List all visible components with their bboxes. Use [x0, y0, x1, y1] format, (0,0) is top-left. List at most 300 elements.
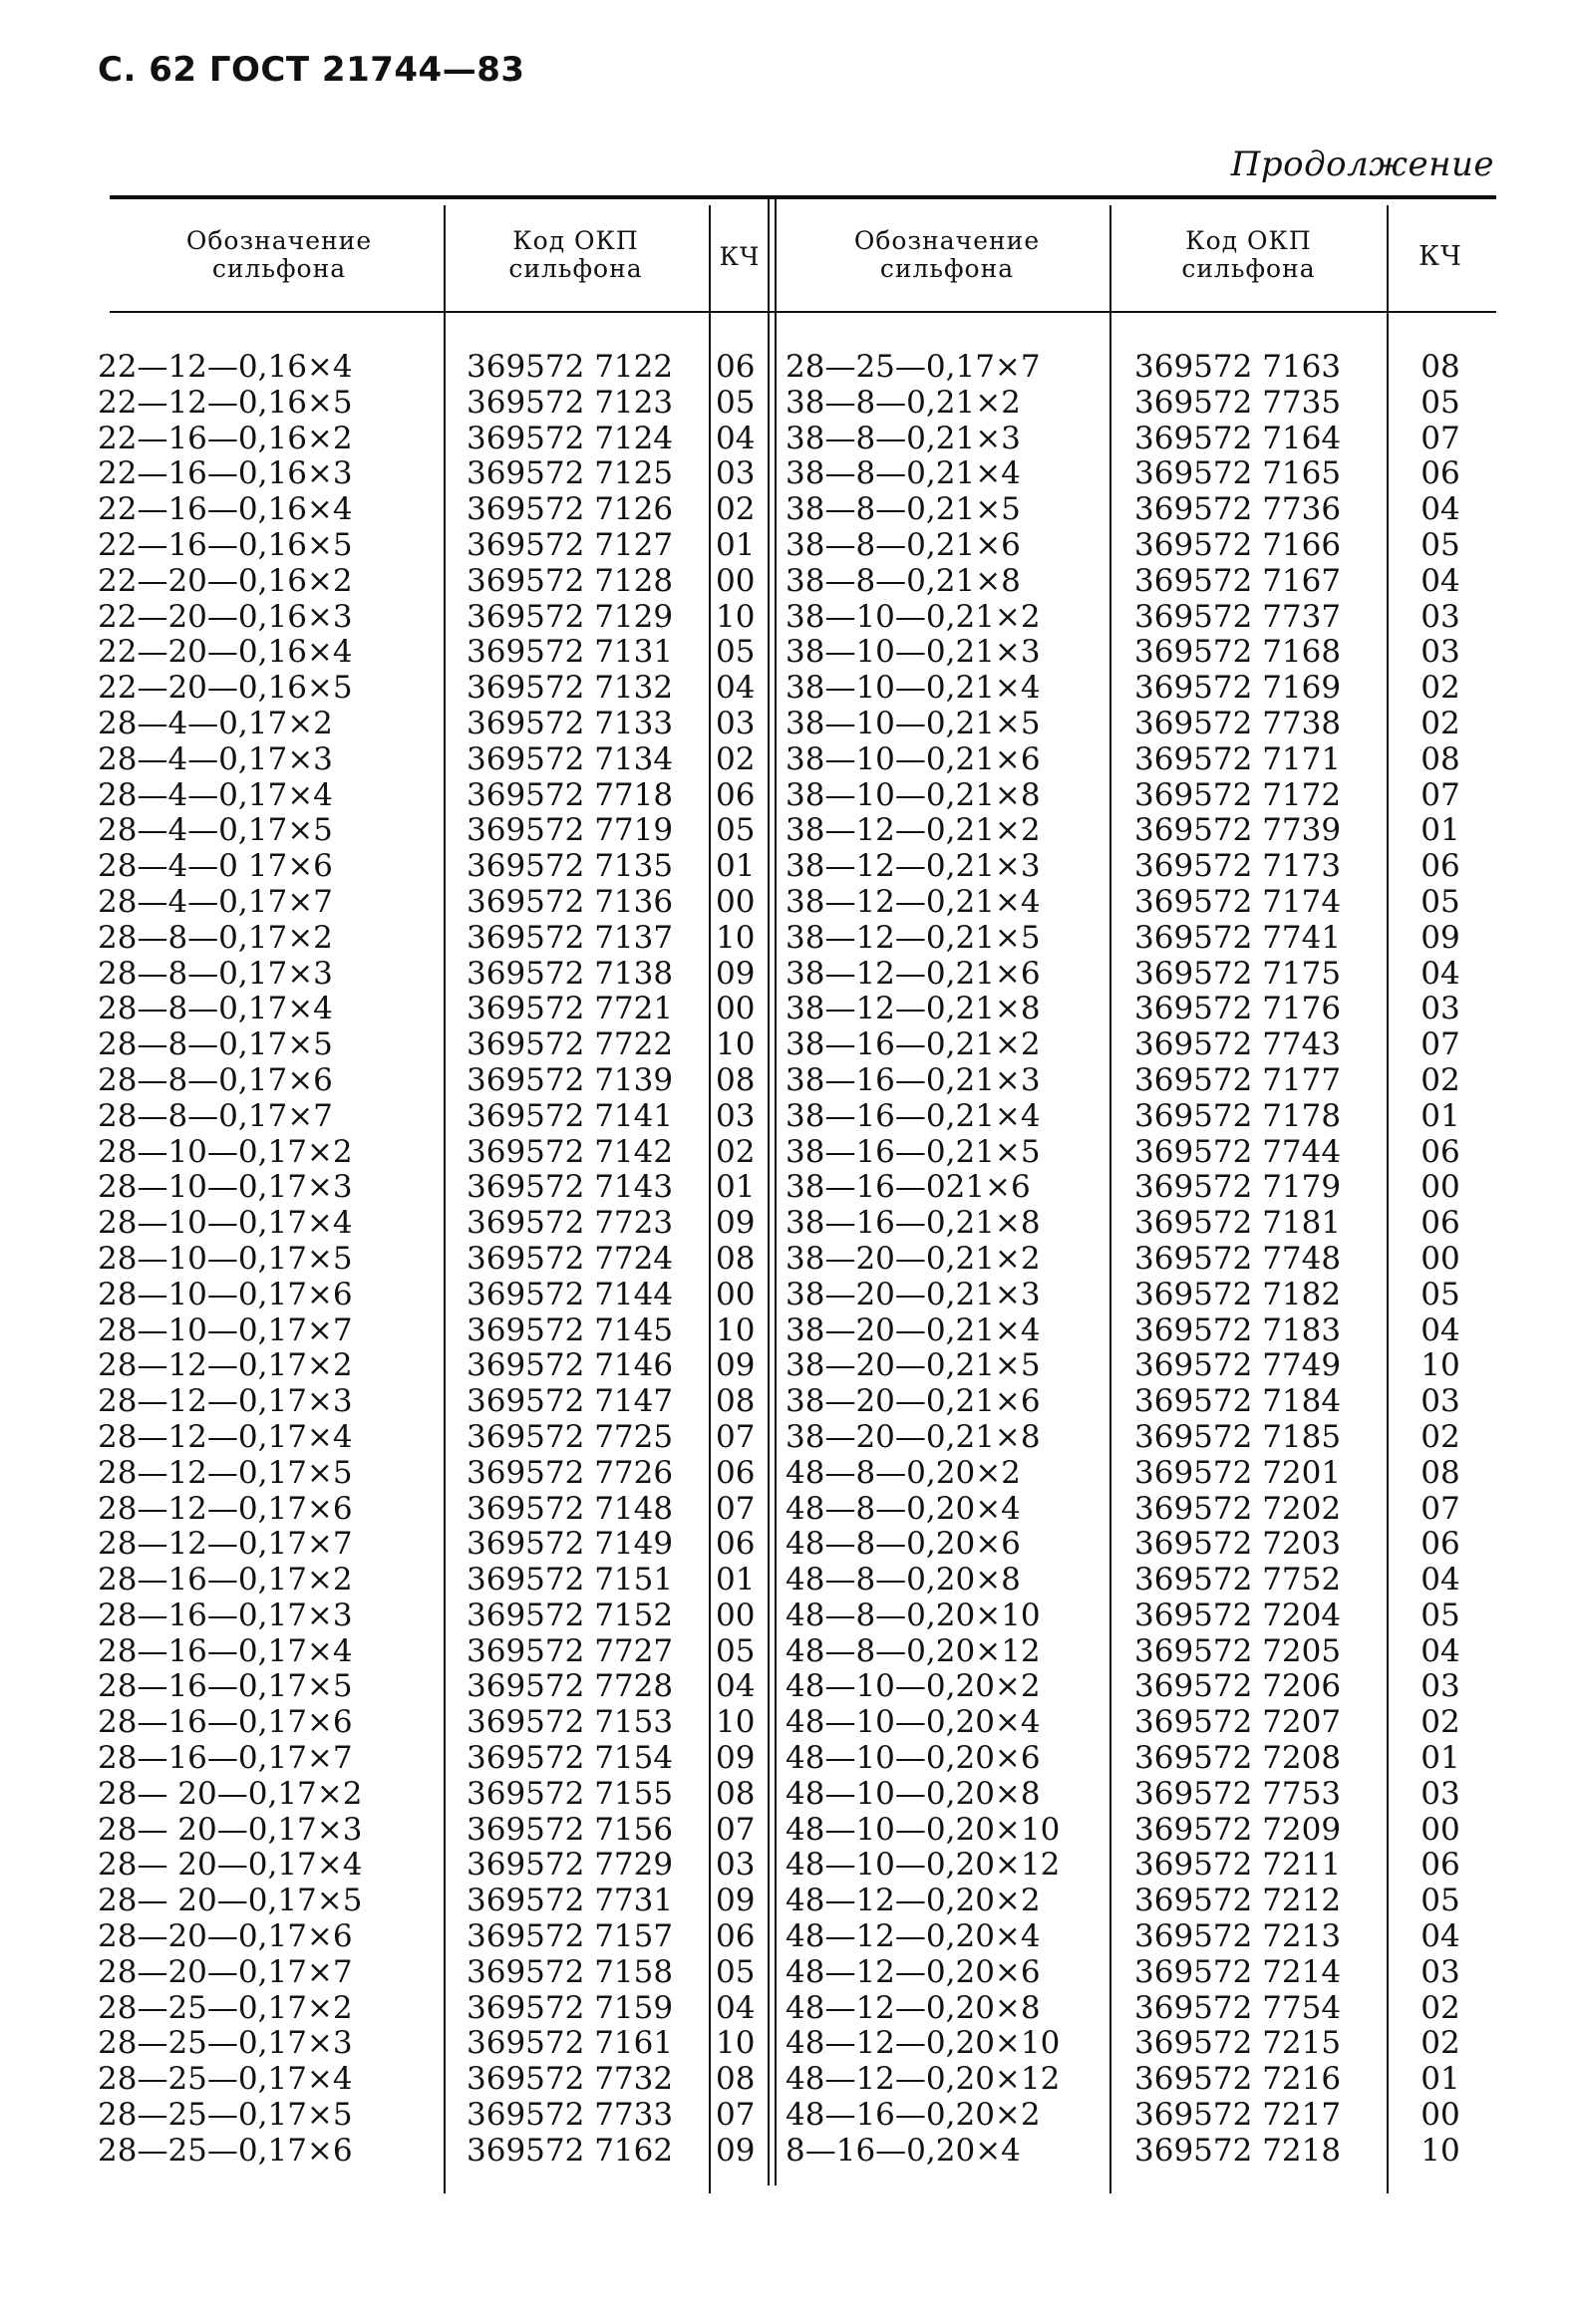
kch-cell: 04: [1420, 1918, 1460, 1955]
code-cell: 369572 7214: [1134, 1953, 1342, 1990]
code-cell: 369572 7727: [467, 1632, 674, 1669]
designation-cell: 38—12—0,21×2: [786, 812, 1041, 849]
designation-cell: 28—16—0,17×3: [98, 1597, 353, 1633]
kch-cell: 05: [716, 812, 756, 849]
designation-cell: 28—16—0,17×2: [98, 1562, 353, 1598]
table-center-divider: [768, 197, 770, 2185]
designation-cell: 38—16—0,21×3: [786, 1061, 1041, 1098]
kch-cell: 02: [1420, 1989, 1460, 2026]
code-cell: 369572 7147: [467, 1383, 674, 1420]
code-cell: 369572 7203: [1134, 1526, 1342, 1563]
kch-cell: 06: [1420, 1526, 1460, 1563]
code-cell: 369572 7151: [467, 1562, 674, 1598]
code-cell: 369572 7209: [1134, 1811, 1342, 1848]
table-center-divider: [775, 197, 777, 2185]
kch-cell: 10: [716, 1311, 756, 1348]
code-cell: 369572 7183: [1134, 1311, 1342, 1348]
code-cell: 369572 7217: [1134, 2097, 1342, 2134]
kch-cell: 01: [1420, 1097, 1460, 1134]
kch-cell: 01: [1420, 812, 1460, 849]
kch-cell: 06: [1420, 1205, 1460, 1242]
code-cell: 369572 7152: [467, 1597, 674, 1633]
code-cell: 369572 7176: [1134, 991, 1342, 1027]
code-cell: 369572 7753: [1134, 1775, 1342, 1812]
kch-cell: 07: [716, 1490, 756, 1527]
code-cell: 369572 7175: [1134, 955, 1342, 992]
designation-cell: 28—4—0,17×4: [98, 776, 333, 813]
code-cell: 369572 7748: [1134, 1240, 1342, 1277]
kch-cell: 09: [716, 1205, 756, 1242]
code-cell: 369572 7752: [1134, 1562, 1342, 1598]
code-cell: 369572 7723: [467, 1205, 674, 1242]
code-cell: 369572 7142: [467, 1133, 674, 1170]
code-cell: 369572 7153: [467, 1704, 674, 1741]
kch-cell: 05: [1420, 1597, 1460, 1633]
code-cell: 369572 7165: [1134, 455, 1342, 492]
kch-cell: 00: [716, 991, 756, 1027]
designation-cell: 22—20—0,16×4: [98, 634, 353, 671]
designation-cell: 38—20—0,21×6: [786, 1383, 1041, 1420]
designation-cell: 48—12—0,20×4: [786, 1918, 1041, 1955]
designation-cell: 28—12—0,17×6: [98, 1490, 353, 1527]
kch-cell: 03: [1420, 1953, 1460, 1990]
kch-cell: 00: [1420, 1240, 1460, 1277]
code-cell: 369572 7178: [1134, 1097, 1342, 1134]
kch-cell: 02: [1420, 1061, 1460, 1098]
kch-cell: 03: [1420, 634, 1460, 671]
kch-cell: 06: [1420, 1133, 1460, 1170]
kch-cell: 07: [1420, 420, 1460, 456]
designation-cell: 48—8—0,20×6: [786, 1526, 1021, 1563]
code-cell: 369572 7207: [1134, 1704, 1342, 1741]
code-cell: 369572 7145: [467, 1311, 674, 1348]
code-cell: 369572 7174: [1134, 883, 1342, 920]
kch-cell: 00: [716, 1276, 756, 1312]
kch-cell: 00: [716, 562, 756, 599]
kch-cell: 06: [1420, 848, 1460, 885]
code-cell: 369572 7148: [467, 1490, 674, 1527]
code-cell: 369572 7168: [1134, 634, 1342, 671]
designation-cell: 28—10—0,17×5: [98, 1240, 353, 1277]
code-cell: 369572 7167: [1134, 562, 1342, 599]
table-header-rule: [110, 311, 1496, 313]
kch-cell: 00: [1420, 1811, 1460, 1848]
code-cell: 369572 7125: [467, 455, 674, 492]
designation-cell: 28—25—0,17×4: [98, 2061, 353, 2098]
kch-cell: 06: [716, 1918, 756, 1955]
kch-cell: 05: [716, 1632, 756, 1669]
code-cell: 369572 7123: [467, 384, 674, 421]
designation-cell: 28—12—0,17×4: [98, 1418, 353, 1455]
designation-cell: 38—16—021×6: [786, 1169, 1031, 1206]
designation-cell: 28—16—0,17×5: [98, 1668, 353, 1705]
kch-cell: 04: [1420, 1562, 1460, 1598]
kch-cell: 05: [1420, 1276, 1460, 1312]
kch-cell: 09: [716, 955, 756, 992]
kch-cell: 06: [716, 1454, 756, 1491]
code-cell: 369572 7156: [467, 1811, 674, 1848]
code-cell: 369572 7127: [467, 526, 674, 563]
designation-cell: 28—10—0,17×4: [98, 1205, 353, 1242]
designation-cell: 38—10—0,21×3: [786, 634, 1041, 671]
kch-cell: 04: [1420, 562, 1460, 599]
kch-cell: 08: [716, 1240, 756, 1277]
code-cell: 369572 7131: [467, 634, 674, 671]
kch-cell: 10: [716, 598, 756, 635]
designation-cell: 38—8—0,21×2: [786, 384, 1021, 421]
code-cell: 369572 7146: [467, 1347, 674, 1384]
code-cell: 369572 7163: [1134, 349, 1342, 385]
kch-cell: 10: [716, 2025, 756, 2062]
code-cell: 369572 7205: [1134, 1632, 1342, 1669]
code-cell: 369572 7134: [467, 740, 674, 777]
continuation-label: Продолжение: [1230, 145, 1494, 184]
designation-cell: 28—10—0,17×2: [98, 1133, 353, 1170]
designation-cell: 48—8—0,20×4: [786, 1490, 1021, 1527]
code-cell: 369572 7172: [1134, 776, 1342, 813]
kch-cell: 04: [716, 670, 756, 707]
designation-cell: 28—16—0,17×7: [98, 1740, 353, 1777]
kch-cell: 05: [716, 1953, 756, 1990]
column-header-line: Обозначение: [853, 226, 1041, 255]
designation-cell: 48—10—0,20×6: [786, 1740, 1041, 1777]
code-cell: 369572 7132: [467, 670, 674, 707]
code-cell: 369572 7725: [467, 1418, 674, 1455]
code-cell: 369572 7731: [467, 1883, 674, 1919]
code-cell: 369572 7133: [467, 705, 674, 741]
designation-cell: 38—20—0,21×3: [786, 1276, 1041, 1312]
designation-cell: 28—8—0,17×7: [98, 1097, 333, 1134]
designation-cell: 38—20—0,21×4: [786, 1311, 1041, 1348]
kch-cell: 02: [1420, 1418, 1460, 1455]
kch-cell: 05: [1420, 384, 1460, 421]
code-cell: 369572 7204: [1134, 1597, 1342, 1633]
code-cell: 369572 7157: [467, 1918, 674, 1955]
column-divider: [444, 205, 446, 2193]
designation-cell: 48—12—0,20×10: [786, 2025, 1061, 2062]
kch-cell: 08: [1420, 740, 1460, 777]
kch-cell: 06: [716, 776, 756, 813]
kch-cell: 00: [1420, 2097, 1460, 2134]
designation-cell: 28—12—0,17×5: [98, 1454, 353, 1491]
code-cell: 369572 7206: [1134, 1668, 1342, 1705]
column-header-kch: КЧ: [1418, 241, 1462, 272]
code-cell: 369572 7182: [1134, 1276, 1342, 1312]
designation-cell: 28—8—0,17×3: [98, 955, 333, 992]
kch-cell: 09: [716, 1883, 756, 1919]
code-cell: 369572 7722: [467, 1026, 674, 1063]
designation-cell: 28—8—0,17×2: [98, 919, 333, 956]
code-cell: 369572 7122: [467, 349, 674, 385]
designation-cell: 28—12—0,17×2: [98, 1347, 353, 1384]
kch-cell: 03: [1420, 1668, 1460, 1705]
kch-cell: 08: [1420, 1454, 1460, 1491]
designation-cell: 38—20—0,21×2: [786, 1240, 1041, 1277]
kch-cell: 06: [716, 349, 756, 385]
code-cell: 369572 7724: [467, 1240, 674, 1277]
designation-cell: 28—20—0,17×7: [98, 1953, 353, 1990]
code-cell: 369572 7184: [1134, 1383, 1342, 1420]
kch-cell: 05: [716, 634, 756, 671]
kch-cell: 09: [716, 1347, 756, 1384]
code-cell: 369572 7129: [467, 598, 674, 635]
code-cell: 369572 7721: [467, 991, 674, 1027]
code-cell: 369572 7141: [467, 1097, 674, 1134]
kch-cell: 03: [1420, 991, 1460, 1027]
kch-cell: 04: [716, 420, 756, 456]
designation-cell: 38—12—0,21×3: [786, 848, 1041, 885]
kch-cell: 03: [716, 705, 756, 741]
designation-cell: 38—12—0,21×4: [786, 883, 1041, 920]
kch-cell: 04: [1420, 955, 1460, 992]
designation-cell: 38—8—0,21×4: [786, 455, 1021, 492]
code-cell: 369572 7726: [467, 1454, 674, 1491]
code-cell: 369572 7735: [1134, 384, 1342, 421]
kch-cell: 07: [716, 1811, 756, 1848]
kch-cell: 05: [1420, 526, 1460, 563]
designation-cell: 28— 20—0,17×2: [98, 1775, 363, 1812]
kch-cell: 07: [1420, 1026, 1460, 1063]
code-cell: 369572 7169: [1134, 670, 1342, 707]
kch-cell: 05: [716, 384, 756, 421]
kch-cell: 09: [716, 1740, 756, 1777]
designation-cell: 28—25—0,17×5: [98, 2097, 353, 2134]
column-header-designation: [797, 227, 1097, 283]
designation-cell: 28—8—0,17×4: [98, 991, 333, 1027]
kch-cell: 06: [1420, 455, 1460, 492]
designation-cell: 28—20—0,17×6: [98, 1918, 353, 1955]
designation-cell: 28—4—0,17×7: [98, 883, 333, 920]
code-cell: 369572 7149: [467, 1526, 674, 1563]
designation-cell: 28—12—0,17×3: [98, 1383, 353, 1420]
code-cell: 369572 7173: [1134, 848, 1342, 885]
designation-cell: 48—12—0,20×8: [786, 1989, 1041, 2026]
designation-cell: 28—25—0,17×2: [98, 1989, 353, 2026]
code-cell: 369572 7181: [1134, 1205, 1342, 1242]
designation-cell: 38—8—0,21×8: [786, 562, 1021, 599]
column-header-line: сильфона: [508, 254, 643, 283]
kch-cell: 03: [1420, 1775, 1460, 1812]
designation-cell: 38—12—0,21×6: [786, 955, 1041, 992]
kch-cell: 04: [1420, 491, 1460, 528]
designation-cell: 28—4—0 17×6: [98, 848, 333, 885]
kch-cell: 10: [1420, 1347, 1460, 1384]
column-header-line: Обозначение: [185, 226, 373, 255]
kch-cell: 10: [716, 1704, 756, 1741]
designation-cell: 28—16—0,17×6: [98, 1704, 353, 1741]
code-cell: 369572 7136: [467, 883, 674, 920]
kch-cell: 04: [1420, 1632, 1460, 1669]
designation-cell: 38—8—0,21×6: [786, 526, 1021, 563]
code-cell: 369572 7743: [1134, 1026, 1342, 1063]
designation-cell: 28—10—0,17×6: [98, 1276, 353, 1312]
kch-cell: 02: [1420, 1704, 1460, 1741]
code-cell: 369572 7137: [467, 919, 674, 956]
designation-cell: 8—16—0,20×4: [786, 2132, 1021, 2169]
code-cell: 369572 7718: [467, 776, 674, 813]
code-cell: 369572 7215: [1134, 2025, 1342, 2062]
code-cell: 369572 7732: [467, 2061, 674, 2098]
code-cell: 369572 7164: [1134, 420, 1342, 456]
kch-cell: 01: [1420, 2061, 1460, 2098]
kch-cell: 09: [1420, 919, 1460, 956]
kch-cell: 05: [1420, 883, 1460, 920]
code-cell: 369572 7744: [1134, 1133, 1342, 1170]
code-cell: 369572 7736: [1134, 491, 1342, 528]
code-cell: 369572 7754: [1134, 1989, 1342, 2026]
code-cell: 369572 7216: [1134, 2061, 1342, 2098]
column-header-designation: [135, 227, 424, 283]
designation-cell: 28—10—0,17×7: [98, 1311, 353, 1348]
column-divider: [1109, 205, 1111, 2193]
code-cell: 369572 7179: [1134, 1169, 1342, 1206]
kch-cell: 01: [716, 1169, 756, 1206]
designation-cell: 22—20—0,16×2: [98, 562, 353, 599]
code-cell: 369572 7155: [467, 1775, 674, 1812]
kch-cell: 08: [716, 1061, 756, 1098]
designation-cell: 28—10—0,17×3: [98, 1169, 353, 1206]
designation-cell: 22—16—0,16×5: [98, 526, 353, 563]
code-cell: 369572 7166: [1134, 526, 1342, 563]
kch-cell: 06: [716, 1526, 756, 1563]
code-cell: 369572 7158: [467, 1953, 674, 1990]
designation-cell: 48—16—0,20×2: [786, 2097, 1041, 2134]
designation-cell: 38—16—0,21×8: [786, 1205, 1041, 1242]
code-cell: 369572 7126: [467, 491, 674, 528]
designation-cell: 28— 20—0,17×4: [98, 1847, 363, 1884]
column-divider: [709, 205, 711, 2193]
designation-cell: 28—4—0,17×2: [98, 705, 333, 741]
code-cell: 369572 7741: [1134, 919, 1342, 956]
kch-cell: 03: [716, 1847, 756, 1884]
code-cell: 369572 7162: [467, 2132, 674, 2169]
code-cell: 369572 7218: [1134, 2132, 1342, 2169]
designation-cell: 28— 20—0,17×5: [98, 1883, 363, 1919]
designation-cell: 38—10—0,21×6: [786, 740, 1041, 777]
designation-cell: 38—10—0,21×5: [786, 705, 1041, 741]
kch-cell: 04: [1420, 1311, 1460, 1348]
kch-cell: 05: [1420, 1883, 1460, 1919]
kch-cell: 08: [716, 1383, 756, 1420]
designation-cell: 38—16—0,21×5: [786, 1133, 1041, 1170]
kch-cell: 06: [1420, 1847, 1460, 1884]
kch-cell: 07: [716, 1418, 756, 1455]
designation-cell: 22—16—0,16×4: [98, 491, 353, 528]
code-cell: 369572 7719: [467, 812, 674, 849]
kch-cell: 07: [1420, 776, 1460, 813]
designation-cell: 22—16—0,16×2: [98, 420, 353, 456]
designation-cell: 28—16—0,17×4: [98, 1632, 353, 1669]
kch-cell: 02: [1420, 2025, 1460, 2062]
designation-cell: 48—8—0,20×2: [786, 1454, 1021, 1491]
kch-cell: 08: [716, 2061, 756, 2098]
column-header-code: [1116, 227, 1381, 283]
code-cell: 369572 7185: [1134, 1418, 1342, 1455]
table-top-rule: [110, 195, 1496, 199]
kch-cell: 09: [716, 2132, 756, 2169]
designation-cell: 48—8—0,20×8: [786, 1562, 1021, 1598]
designation-cell: 38—10—0,21×4: [786, 670, 1041, 707]
designation-cell: 22—12—0,16×5: [98, 384, 353, 421]
code-cell: 369572 7138: [467, 955, 674, 992]
designation-cell: 22—12—0,16×4: [98, 349, 353, 385]
designation-cell: 28—25—0,17×3: [98, 2025, 353, 2062]
code-cell: 369572 7737: [1134, 598, 1342, 635]
designation-cell: 22—20—0,16×3: [98, 598, 353, 635]
designation-cell: 48—12—0,20×12: [786, 2061, 1061, 2098]
designation-cell: 38—8—0,21×3: [786, 420, 1021, 456]
kch-cell: 03: [1420, 1383, 1460, 1420]
kch-cell: 02: [716, 740, 756, 777]
kch-cell: 07: [716, 2097, 756, 2134]
code-cell: 369572 7201: [1134, 1454, 1342, 1491]
page-header: С. 62 ГОСТ 21744—83: [98, 50, 525, 90]
designation-cell: 38—20—0,21×5: [786, 1347, 1041, 1384]
designation-cell: 28—4—0,17×3: [98, 740, 333, 777]
kch-cell: 02: [1420, 705, 1460, 741]
designation-cell: 48—10—0,20×10: [786, 1811, 1061, 1848]
code-cell: 369572 7738: [1134, 705, 1342, 741]
column-header-line: сильфона: [879, 254, 1015, 283]
designation-cell: 48—12—0,20×6: [786, 1953, 1041, 1990]
designation-cell: 38—12—0,21×8: [786, 991, 1041, 1027]
kch-cell: 04: [716, 1668, 756, 1705]
code-cell: 369572 7202: [1134, 1490, 1342, 1527]
kch-cell: 01: [716, 526, 756, 563]
designation-cell: 48—10—0,20×8: [786, 1775, 1041, 1812]
code-cell: 369572 7161: [467, 2025, 674, 2062]
designation-cell: 28—8—0,17×5: [98, 1026, 333, 1063]
code-cell: 369572 7159: [467, 1989, 674, 2026]
kch-cell: 10: [1420, 2132, 1460, 2169]
code-cell: 369572 7208: [1134, 1740, 1342, 1777]
designation-cell: 48—8—0,20×10: [786, 1597, 1041, 1633]
kch-cell: 10: [716, 1026, 756, 1063]
designation-cell: 38—12—0,21×5: [786, 919, 1041, 956]
kch-cell: 01: [1420, 1740, 1460, 1777]
designation-cell: 38—16—0,21×2: [786, 1026, 1041, 1063]
designation-cell: 22—16—0,16×3: [98, 455, 353, 492]
designation-cell: 28—12—0,17×7: [98, 1526, 353, 1563]
designation-cell: 48—10—0,20×12: [786, 1847, 1061, 1884]
kch-cell: 04: [716, 1989, 756, 2026]
code-cell: 369572 7144: [467, 1276, 674, 1312]
kch-cell: 03: [1420, 598, 1460, 635]
kch-cell: 10: [716, 919, 756, 956]
code-cell: 369572 7154: [467, 1740, 674, 1777]
column-header-line: Код ОКП: [1185, 226, 1312, 255]
code-cell: 369572 7135: [467, 848, 674, 885]
kch-cell: 07: [1420, 1490, 1460, 1527]
column-header-line: сильфона: [211, 254, 347, 283]
kch-cell: 08: [716, 1775, 756, 1812]
code-cell: 369572 7128: [467, 562, 674, 599]
column-header-line: сильфона: [1181, 254, 1316, 283]
column-divider: [1387, 205, 1389, 2193]
designation-cell: 38—10—0,21×2: [786, 598, 1041, 635]
designation-cell: 48—8—0,20×12: [786, 1632, 1041, 1669]
code-cell: 369572 7213: [1134, 1918, 1342, 1955]
kch-cell: 02: [716, 1133, 756, 1170]
code-cell: 369572 7212: [1134, 1883, 1342, 1919]
code-cell: 369572 7139: [467, 1061, 674, 1098]
code-cell: 369572 7211: [1134, 1847, 1342, 1884]
column-header-code: [449, 227, 703, 283]
designation-cell: 28—25—0,17×6: [98, 2132, 353, 2169]
designation-cell: 48—12—0,20×2: [786, 1883, 1041, 1919]
code-cell: 369572 7749: [1134, 1347, 1342, 1384]
designation-cell: 28—8—0,17×6: [98, 1061, 333, 1098]
